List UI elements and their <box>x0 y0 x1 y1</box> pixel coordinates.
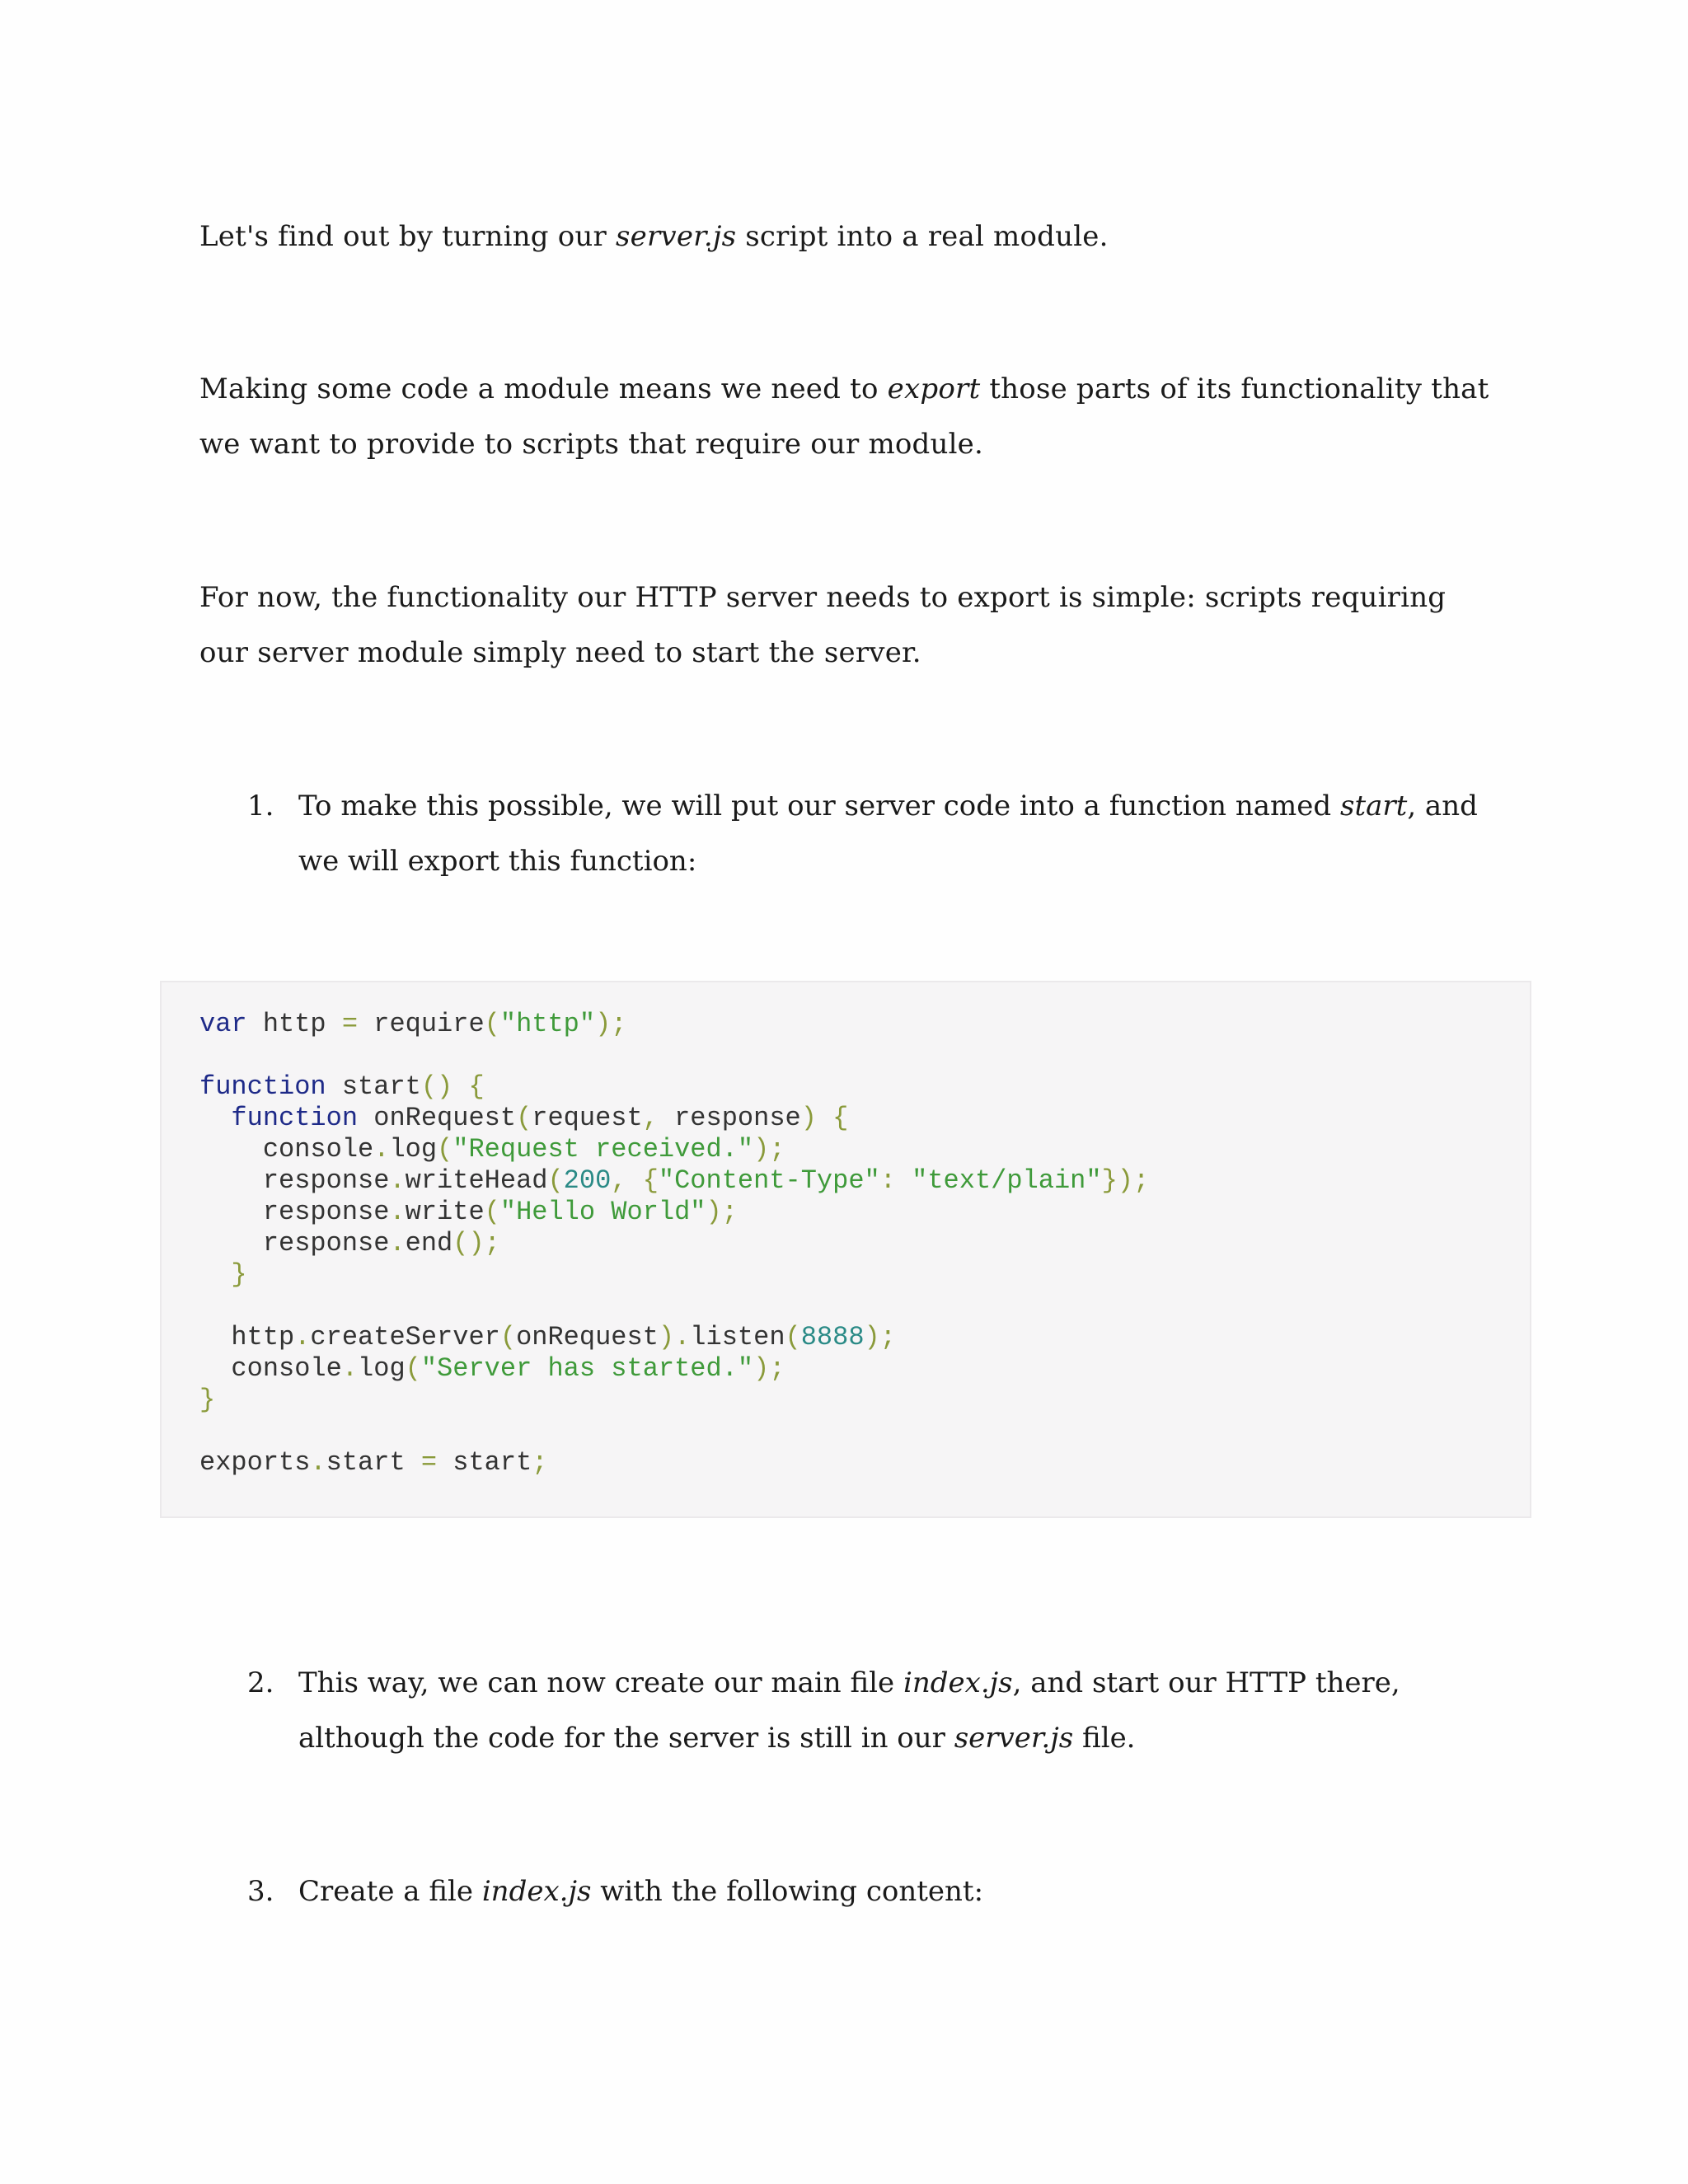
paragraph-text: script into a real module. <box>736 220 1109 253</box>
code-token: var <box>199 1009 247 1039</box>
code-token: exports <box>199 1447 311 1478</box>
code-token: start <box>326 1071 421 1102</box>
code-token: start <box>326 1447 421 1478</box>
list-text-part: file. <box>1073 1722 1136 1755</box>
code-token: listen <box>690 1322 785 1352</box>
list-text <box>298 779 1502 889</box>
code-line <box>199 1228 1149 1259</box>
list-text-part: Create a file <box>298 1875 482 1908</box>
filename-emphasis: index.js <box>903 1666 1013 1699</box>
code-block-server <box>160 981 1531 1518</box>
function-name-emphasis: start <box>1340 790 1408 823</box>
paragraph-text: For now, the functionality our HTTP server needs to export is simple: scripts requiring our server module simply need to start the server. <box>199 581 1447 669</box>
code-token: "Hello World" <box>499 1197 706 1227</box>
paragraph-text: Let's find out by turning our <box>199 220 616 253</box>
list-number: 1. <box>247 790 274 823</box>
code-token: ( <box>437 1134 453 1165</box>
code-token: console <box>199 1353 342 1384</box>
code-token: 200 <box>563 1165 612 1196</box>
filename-emphasis: server.js <box>954 1722 1074 1755</box>
code-token: . <box>294 1322 311 1352</box>
list-text-part: with the following content: <box>591 1875 984 1908</box>
list-text-part: , and start our HTTP there, although the code for the server is still in our <box>298 1666 1400 1755</box>
code-token: start <box>437 1447 532 1478</box>
code-token: . <box>310 1447 326 1478</box>
code-token: (); <box>452 1228 500 1258</box>
code-token: : <box>879 1165 912 1196</box>
code-token: }); <box>1101 1165 1150 1196</box>
code-line <box>199 1353 1149 1385</box>
code-token: ( <box>516 1103 532 1133</box>
code-token: writeHead <box>405 1165 548 1196</box>
code-token: onRequest <box>516 1322 659 1352</box>
code-token: log <box>389 1134 438 1165</box>
list-text <box>298 1864 1502 1919</box>
code-token: ); <box>864 1322 896 1352</box>
code-token: ( <box>785 1322 801 1352</box>
list-item-2 <box>249 1656 1502 1766</box>
code-blank-line <box>199 1040 1149 1071</box>
code-line <box>199 1009 1149 1040</box>
code-token: write <box>405 1197 485 1227</box>
code-blank-line <box>199 1416 1149 1447</box>
code-line <box>199 1259 1149 1291</box>
code-token: ); <box>595 1009 627 1039</box>
code-token: console <box>199 1134 374 1165</box>
filename-emphasis: server.js <box>616 220 737 253</box>
code-token: . <box>341 1353 359 1384</box>
code-token: response <box>199 1197 390 1227</box>
list-text-part: , and we will export this function: <box>298 790 1478 878</box>
code-line <box>199 1134 1149 1165</box>
code-line <box>199 1071 1149 1103</box>
code-token: ). <box>658 1322 691 1352</box>
code-line <box>199 1385 1149 1416</box>
code-token: end <box>405 1228 453 1258</box>
list-text <box>298 1656 1502 1766</box>
code-token: () { <box>420 1071 485 1102</box>
code-token: ( <box>547 1165 564 1196</box>
list-item-3 <box>249 1864 1502 1919</box>
code-token: "text/plain" <box>912 1165 1102 1196</box>
code-token: , { <box>611 1165 659 1196</box>
code-token: "Request received." <box>452 1134 754 1165</box>
code-token: 8888 <box>800 1322 865 1352</box>
code-token: = <box>420 1447 438 1478</box>
code-token: } <box>199 1259 247 1290</box>
code-token: "http" <box>499 1009 596 1039</box>
code-token: ( <box>484 1009 500 1039</box>
paragraph-functionality <box>199 570 1502 681</box>
code-line <box>199 1447 1149 1479</box>
code-token: ( <box>499 1322 517 1352</box>
code-token: log <box>358 1353 406 1384</box>
export-emphasis: export <box>887 373 981 405</box>
code-token: . <box>373 1134 390 1165</box>
code-token: "Content-Type" <box>658 1165 880 1196</box>
code-token: . <box>389 1197 406 1227</box>
list-number: 3. <box>247 1875 274 1908</box>
list-item-1 <box>249 779 1502 889</box>
code-token: require <box>358 1009 485 1039</box>
code-token: response <box>199 1228 390 1258</box>
code-token: = <box>341 1009 359 1039</box>
filename-emphasis: index.js <box>481 1875 592 1908</box>
code-token: . <box>389 1165 406 1196</box>
code-line <box>199 1197 1149 1228</box>
code-token: ; <box>532 1447 548 1478</box>
code-token: ( <box>484 1197 500 1227</box>
code-token: response <box>199 1165 390 1196</box>
code-token: http <box>199 1322 295 1352</box>
code-token: ( <box>405 1353 421 1384</box>
code-token: ); <box>753 1134 785 1165</box>
code-token <box>199 1103 231 1133</box>
list-text-part: To make this possible, we will put our server code into a function named <box>298 790 1340 823</box>
code-blank-line <box>199 1291 1149 1322</box>
code-line <box>199 1322 1149 1353</box>
code-token: } <box>199 1385 216 1415</box>
list-number: 2. <box>247 1666 274 1699</box>
paragraph-export <box>199 362 1502 472</box>
code-token: function <box>231 1103 359 1133</box>
code-token: , <box>642 1103 659 1133</box>
list-text-part: This way, we can now create our main file <box>298 1666 903 1699</box>
code-token: onRequest <box>358 1103 517 1133</box>
code-line <box>199 1165 1149 1197</box>
code-token: . <box>389 1228 406 1258</box>
code-token: "Server has started." <box>420 1353 754 1384</box>
code-token: response <box>658 1103 801 1133</box>
code-listing <box>199 1009 1149 1479</box>
paragraph-text: Making some code a module means we need to <box>199 373 888 405</box>
code-token: http <box>246 1009 342 1039</box>
paragraph-text: those parts of its functionality that we want to provide to scripts that require our module. <box>199 373 1489 461</box>
code-token: ); <box>753 1353 785 1384</box>
code-token: request <box>532 1103 643 1133</box>
code-line <box>199 1103 1149 1134</box>
code-token: ) { <box>800 1103 849 1133</box>
code-token: function <box>199 1071 326 1102</box>
code-token: createServer <box>310 1322 500 1352</box>
paragraph-intro <box>199 209 1502 265</box>
code-token: ); <box>706 1197 738 1227</box>
